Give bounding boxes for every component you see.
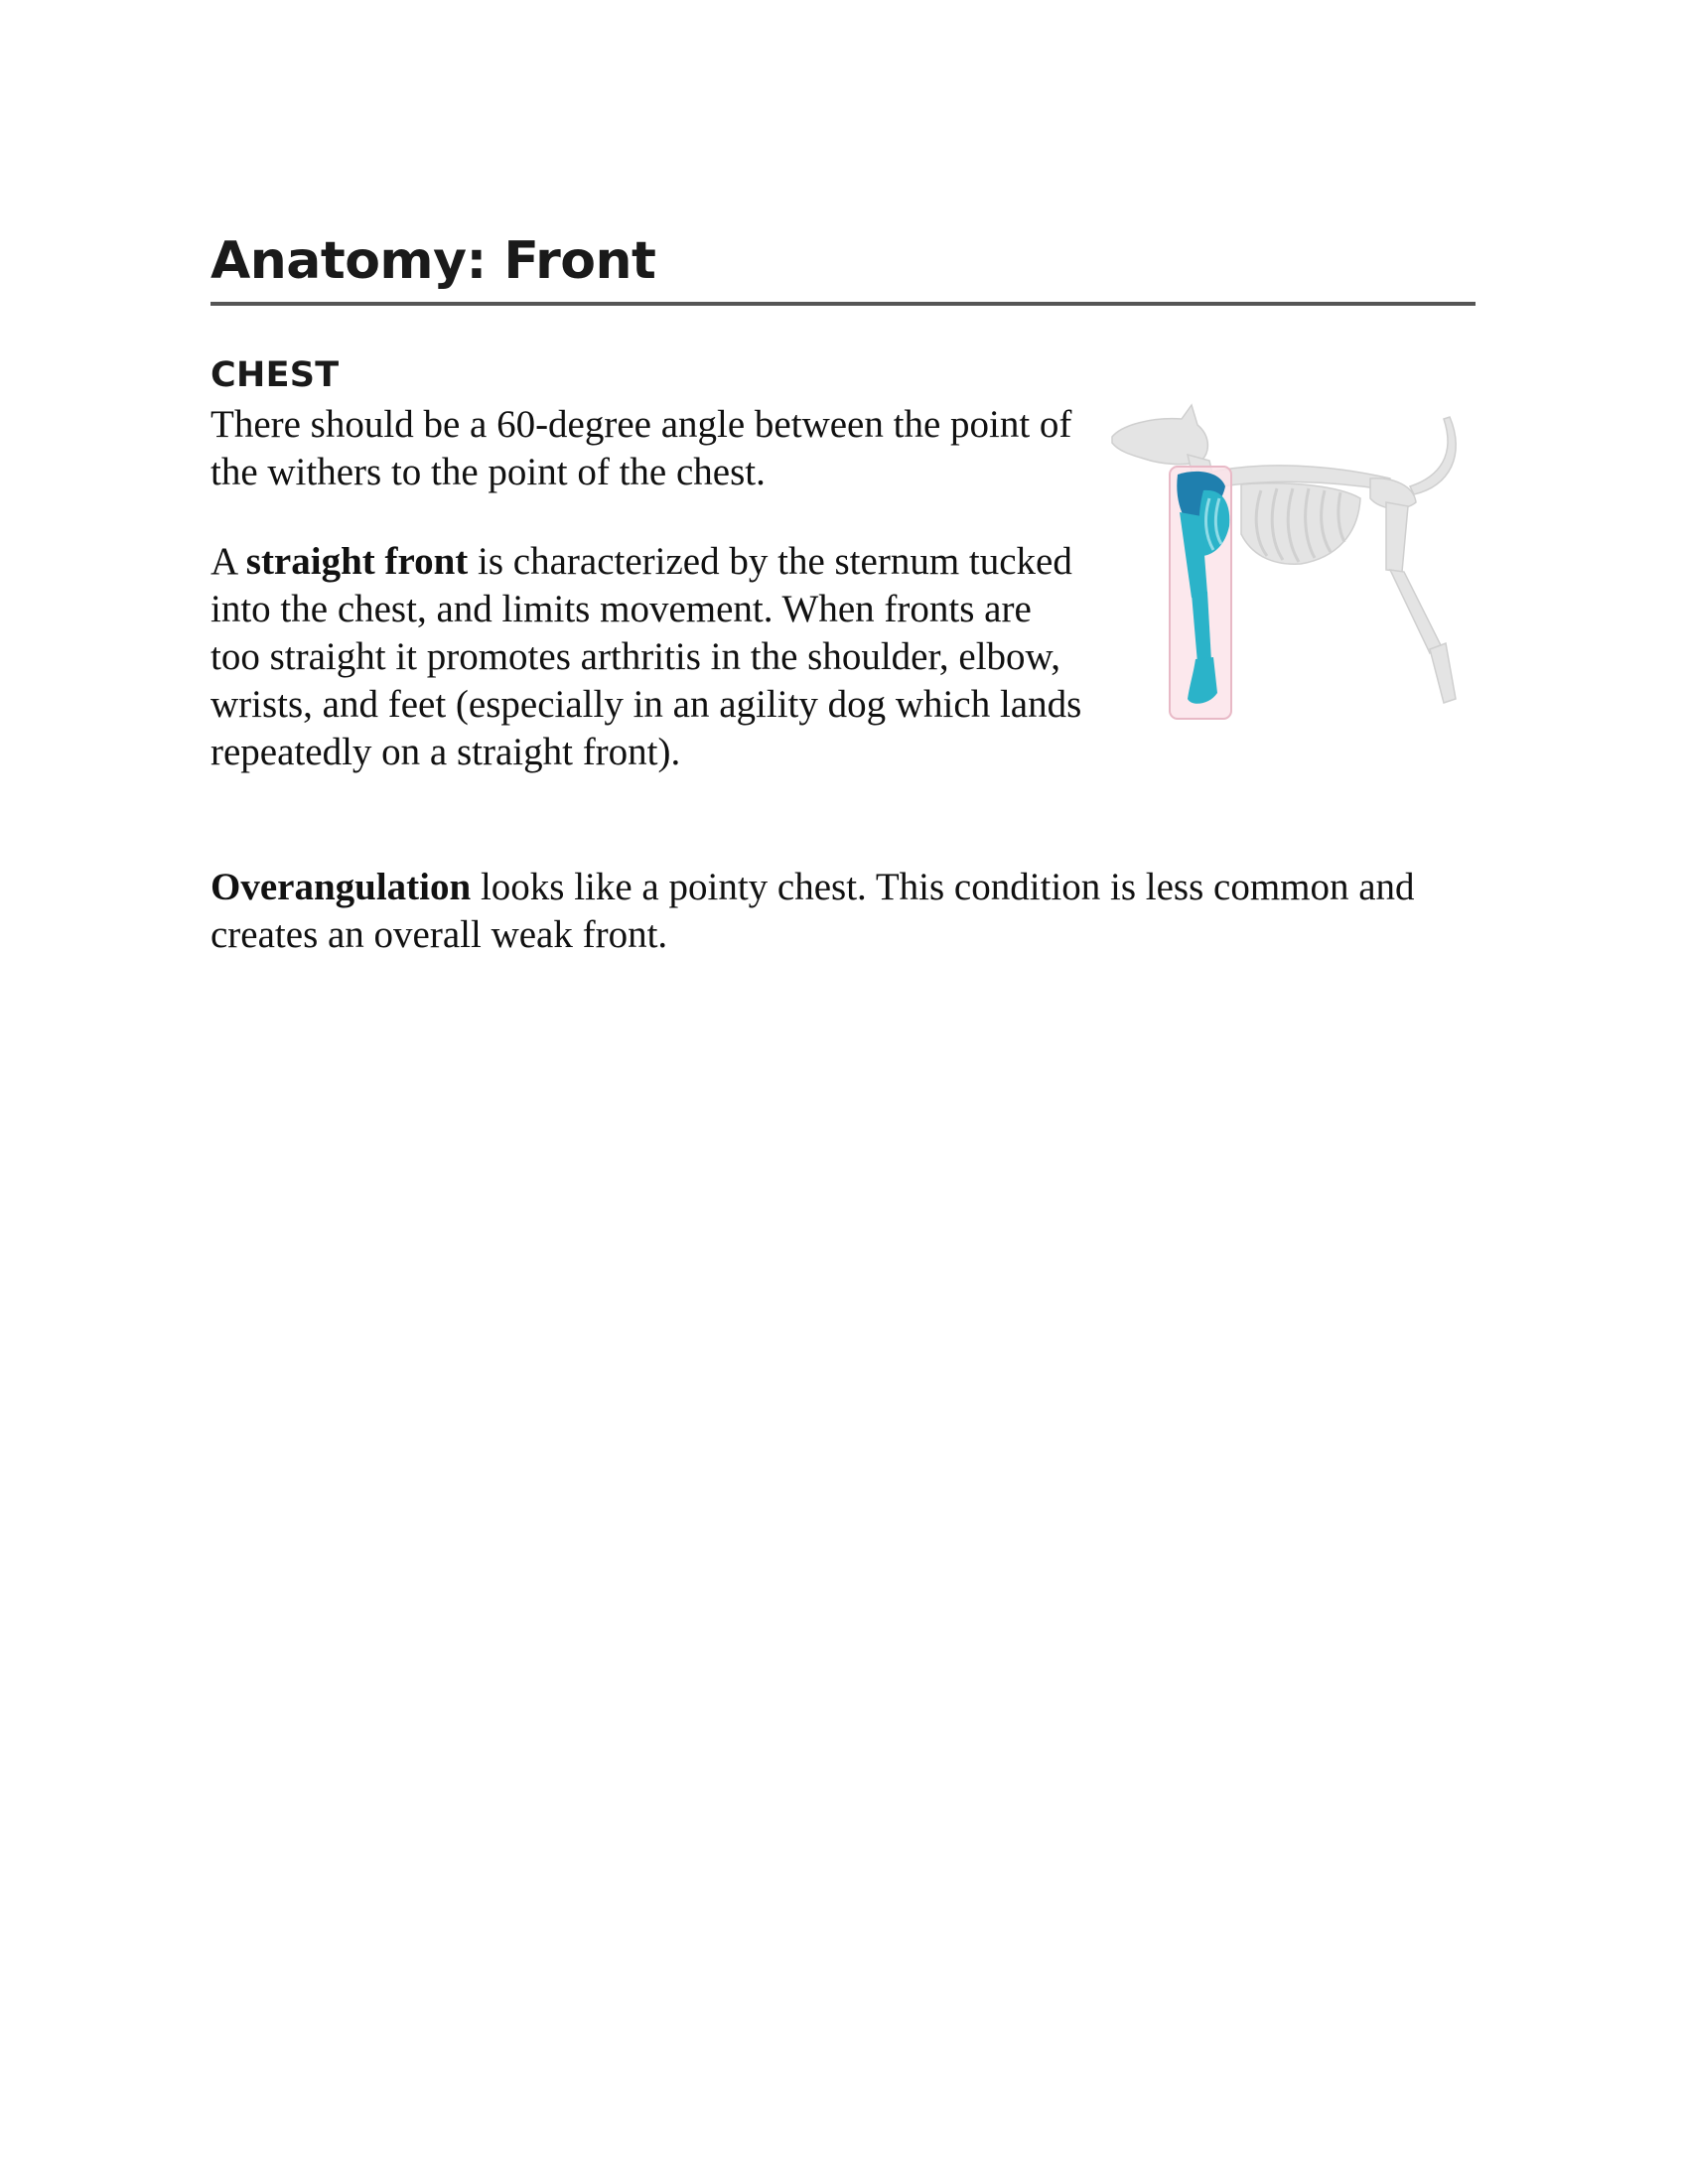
page-title: Anatomy: Front	[211, 231, 656, 291]
paragraph-overangulation	[211, 864, 1501, 959]
dog-skeleton-illustration	[1092, 395, 1489, 733]
paragraph-straight-front	[211, 538, 1084, 776]
dog-skeleton-body	[1112, 405, 1456, 703]
term-overangulation: Overangulation	[211, 866, 472, 908]
paragraph-overangulation-body: looks like a pointy chest. This condition is less common and creates an overall weak front.	[211, 866, 1415, 956]
paragraph-chest-angle: There should be a 60-degree angle between the point of the withers to the point of the chest.	[211, 403, 1072, 493]
paragraph-straight-front-lead: A	[211, 540, 246, 583]
title-divider	[211, 302, 1476, 306]
term-straight-front: straight front	[245, 540, 469, 583]
section-heading-chest: CHEST	[211, 355, 340, 395]
paragraph-straight-front-body: is characterized by the sternum tucked into the chest, and limits movement. When fronts are too straight it promotes arthritis in the shoulder, elbow, wrists, and feet (especially in an agility dog which lands repeatedly on a straight front).	[211, 540, 1082, 773]
